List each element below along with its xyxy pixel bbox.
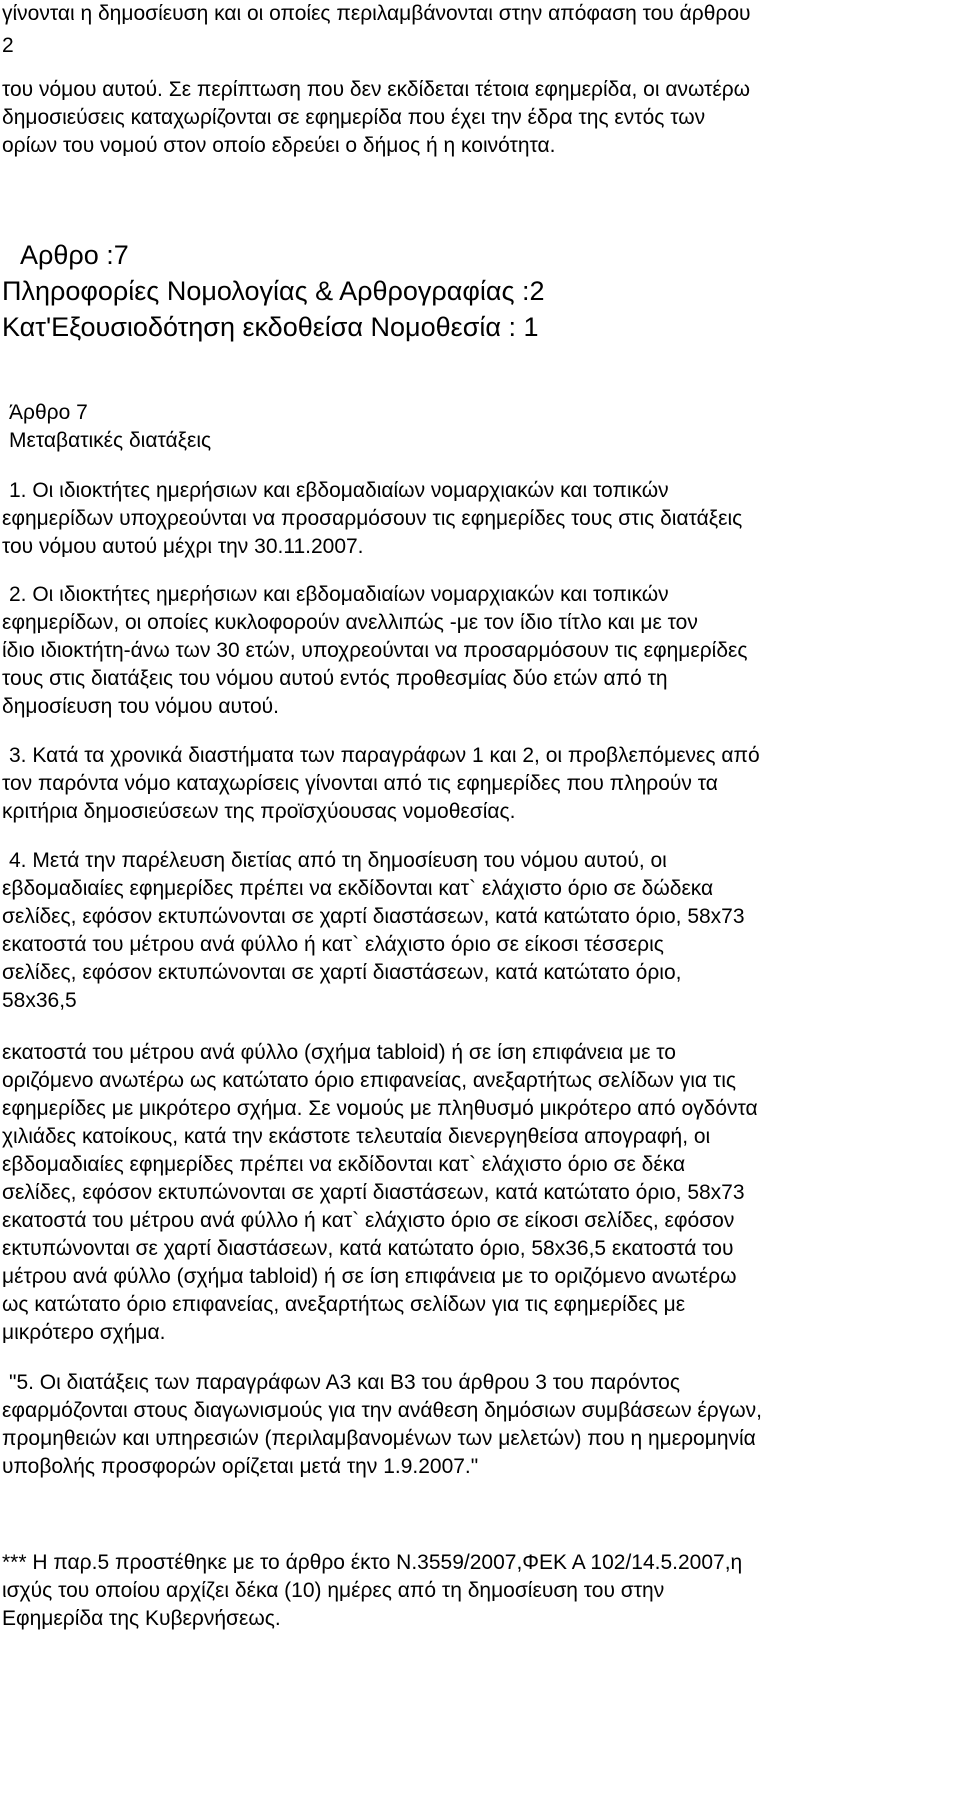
text-line: υποβολής προσφορών ορίζεται μετά την 1.9.2007."	[2, 1455, 479, 1478]
text-line: εκατοστά του μέτρου ανά φύλλο ή κατ` ελάχιστο όριο σε είκοσι σελίδες, εφόσον	[2, 1209, 735, 1232]
text-line: 2	[2, 34, 14, 57]
text-line: *** Η παρ.5 προστέθηκε με το άρθρο έκτο Ν.3559/2007,ΦΕΚ Α 102/14.5.2007,η	[2, 1551, 743, 1574]
text-line: κριτήρια δημοσιεύσεων της προϊσχύουσας νομοθεσίας.	[2, 800, 516, 823]
text-line: εφημερίδων, οι οποίες κυκλοφορούν ανελλιπώς -με τον ίδιο τίτλο και με τον	[2, 611, 698, 634]
text-line: ως κατώτατο όριο επιφανείας, ανεξαρτήτως σελίδων για τις εφημερίδες με	[2, 1293, 686, 1316]
text-line: εβδομαδιαίες εφημερίδες πρέπει να εκδίδονται κατ` ελάχιστο όριο σε δώδεκα	[2, 877, 714, 900]
text-line: εκατοστά του μέτρου ανά φύλλο ή κατ` ελάχιστο όριο σε είκοσι τέσσερις	[2, 933, 664, 956]
text-line: μέτρου ανά φύλλο (σχήμα tabloid) ή σε ίση επιφάνεια με το οριζόμενο ανωτέρω	[2, 1265, 737, 1288]
article-number: Αρθρο :7	[20, 240, 129, 270]
text-line: οριζόμενο ανωτέρω ως κατώτατο όριο επιφανείας, ανεξαρτήτως σελίδων για τις	[2, 1069, 736, 1092]
delegated-legislation: Κατ'Εξουσιοδότηση εκδοθείσα Νομοθεσία : 1	[2, 312, 539, 342]
text-line: εφαρμόζονται στους διαγωνισμούς για την ανάθεση δημόσιων συμβάσεων έργων,	[2, 1399, 762, 1422]
text-line: τον παρόντα νόμο καταχωρίσεις γίνονται από τις εφημερίδες που πληρούν τα	[2, 772, 718, 795]
text-line: του νόμου αυτού. Σε περίπτωση που δεν εκδίδεται τέτοια εφημερίδα, οι ανωτέρω	[2, 78, 751, 101]
text-line: 2. Οι ιδιοκτήτες ημερήσιων και εβδομαδιαίων νομαρχιακών και τοπικών	[9, 583, 669, 606]
text-line: 4. Μετά την παρέλευση διετίας από τη δημοσίευση του νόμου αυτού, οι	[9, 849, 667, 872]
text-line: ισχύς του οποίου αρχίζει δέκα (10) ημέρες από τη δημοσίευση του στην	[2, 1579, 665, 1602]
text-line: του νόμου αυτού μέχρι την 30.11.2007.	[2, 535, 364, 558]
text-line: σελίδες, εφόσον εκτυπώνονται σε χαρτί διαστάσεων, κατά κατώτατο όριο, 58x73	[2, 1181, 745, 1204]
jurisprudence-info: Πληροφορίες Νομολογίας & Αρθρογραφίας :2	[2, 276, 545, 306]
text-line: ορίων του νομού στον οποίο εδρεύει ο δήμος ή η κοινότητα.	[2, 134, 556, 157]
text-line: σελίδες, εφόσον εκτυπώνονται σε χαρτί διαστάσεων, κατά κατώτατο όριο, 58x73	[2, 905, 745, 928]
text-line: 3. Κατά τα χρονικά διαστήματα των παραγράφων 1 και 2, οι προβλεπόμενες από	[9, 744, 760, 767]
text-line: δημοσίευση του νόμου αυτού.	[2, 695, 279, 718]
text-line: 58x36,5	[2, 989, 77, 1012]
text-line: Εφημερίδα της Κυβερνήσεως.	[2, 1607, 281, 1630]
text-line: ίδιο ιδιοκτήτη-άνω των 30 ετών, υποχρεούνται να προσαρμόσουν τις εφημερίδες	[2, 639, 748, 662]
text-line: 1. Οι ιδιοκτήτες ημερήσιων και εβδομαδιαίων νομαρχιακών και τοπικών	[9, 479, 669, 502]
text-line: γίνονται η δημοσίευση και οι οποίες περιλαμβάνονται στην απόφαση του άρθρου	[2, 2, 751, 25]
text-line: τους στις διατάξεις του νόμου αυτού εντός προθεσμίας δύο ετών από τη	[2, 667, 668, 690]
text-line: χιλιάδες κατοίκους, κατά την εκάστοτε τελευταία διενεργηθείσα απογραφή, οι	[2, 1125, 711, 1148]
text-line: προμηθειών και υπηρεσιών (περιλαμβανομένων των μελετών) που η ημερομηνία	[2, 1427, 756, 1450]
text-line: μικρότερο σχήμα.	[2, 1321, 166, 1344]
text-line: εβδομαδιαίες εφημερίδες πρέπει να εκδίδονται κατ` ελάχιστο όριο σε δέκα	[2, 1153, 686, 1176]
text-line: εκατοστά του μέτρου ανά φύλλο (σχήμα tabloid) ή σε ίση επιφάνεια με το	[2, 1041, 676, 1064]
article-subheading: Μεταβατικές διατάξεις	[9, 429, 212, 452]
text-line: δημοσιεύσεις καταχωρίζονται σε εφημερίδα που έχει την έδρα της εντός των	[2, 106, 706, 129]
text-line: "5. Οι διατάξεις των παραγράφων Α3 και Β3 του άρθρου 3 του παρόντος	[9, 1371, 680, 1394]
text-line: σελίδες, εφόσον εκτυπώνονται σε χαρτί διαστάσεων, κατά κατώτατο όριο,	[2, 961, 682, 984]
text-line: εφημερίδες με μικρότερο σχήμα. Σε νομούς με πληθυσμό μικρότερο από ογδόντα	[2, 1097, 758, 1120]
text-line: εκτυπώνονται σε χαρτί διαστάσεων, κατά κατώτατο όριο, 58x36,5 εκατοστά του	[2, 1237, 734, 1260]
article-heading: Άρθρο 7	[9, 401, 88, 424]
text-line: εφημερίδων υποχρεούνται να προσαρμόσουν τις εφημερίδες τους στις διατάξεις	[2, 507, 743, 530]
